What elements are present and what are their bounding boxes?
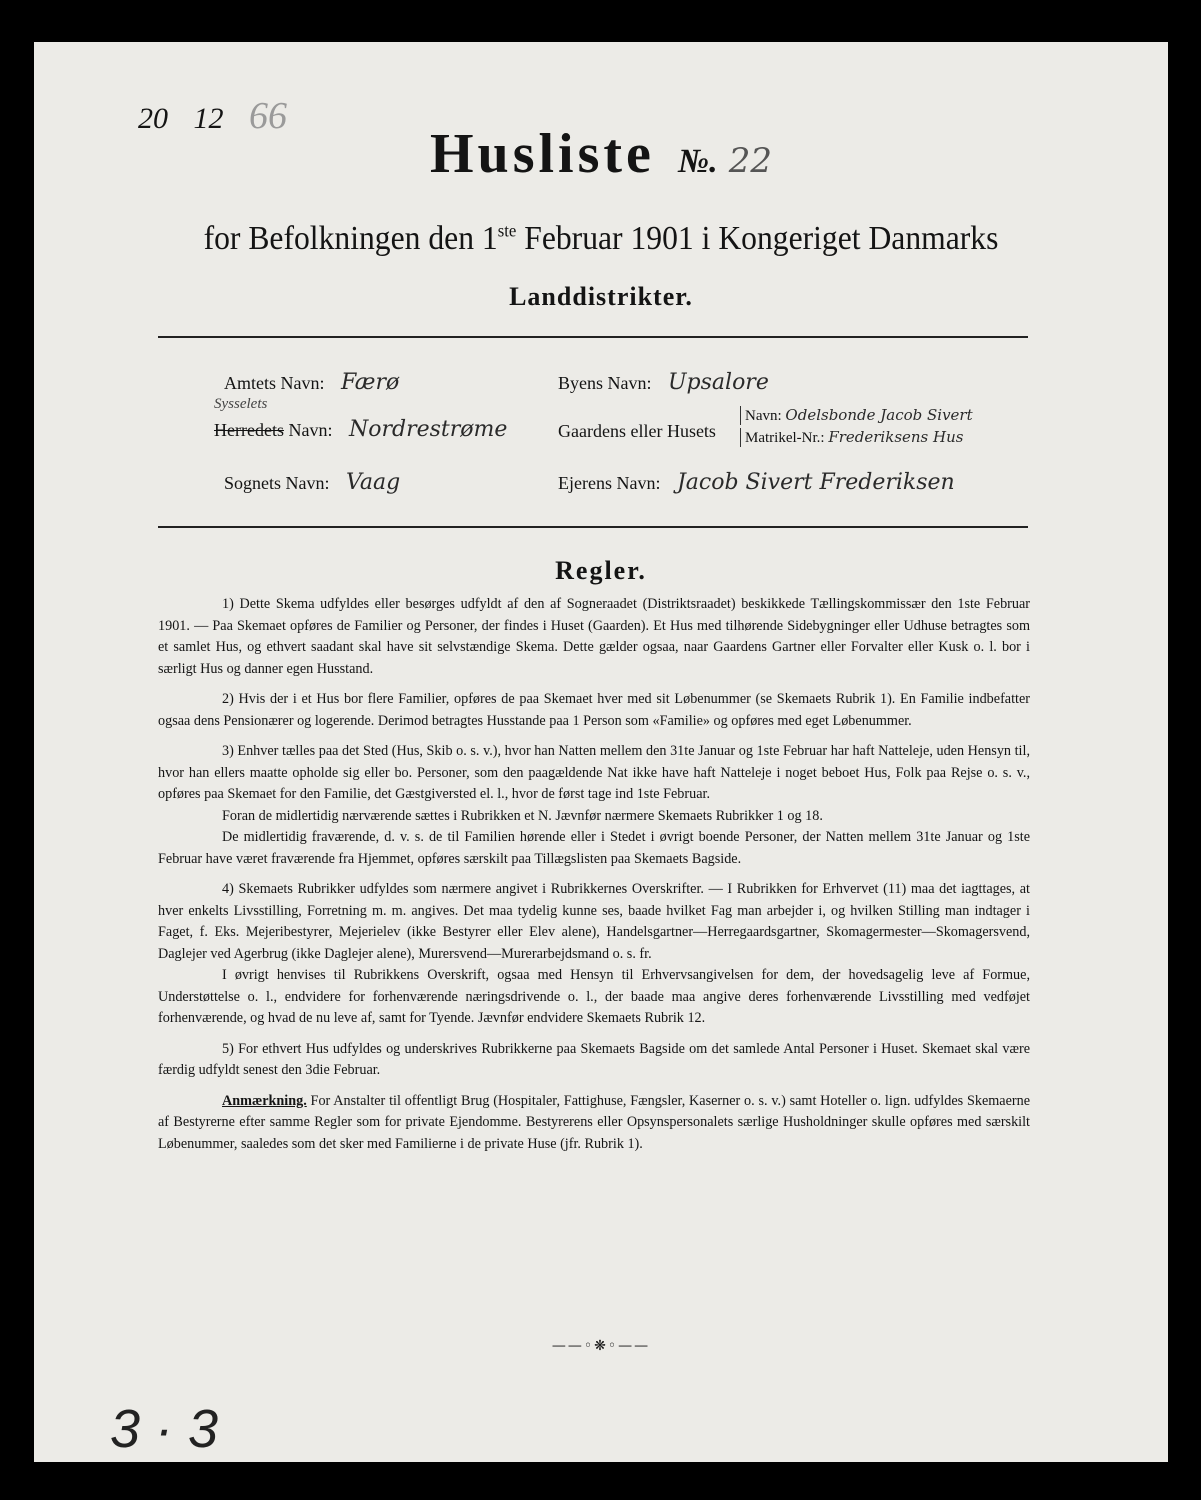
rule-paragraph-3c: De midlertidig fraværende, d. v. s. de til Familien hørende eller i Stedet i øvrigt boende Personer, der Natten mellem 31te Januar og 1ste Februar have været fraværende fra Hjemmet, opføres særskilt paa Tillægslisten paa Skemaets Bagside. <box>158 829 1030 867</box>
number-label: №. <box>678 143 718 180</box>
ejer-value: Jacob Sivert Frederiksen <box>676 470 955 495</box>
handwritten-number: 3 · 3 <box>110 1399 219 1459</box>
subtitle-sup: ste <box>497 220 517 241</box>
remark-text: For Anstalter til offentligt Brug (Hospitaler, Fattighuse, Fængsler, Kaserner o. s. v.) samt Hoteller o. lign. udfyldes Skemaerne af Bestyrerne efter samme Regler som for private Ejendomme. Bestyrerens eller Opsynspersonalets særlige Husholdninger skulle opføres med særskilt Løbenummer, saaledes som det sker med Familierne i de private Huse (jfr. Rubrik 1). <box>158 1092 1030 1152</box>
amt-value: Færø <box>341 370 400 395</box>
ejer-field <box>558 470 955 495</box>
title-row <box>34 122 1168 186</box>
gaard-label: Gaardens eller Husets <box>558 421 716 441</box>
rule-paragraph-5: 5) For ethvert Hus udfyldes og underskrives Rubrikkerne paa Skemaets Bagside om det samlede Antal Personer i Huset. Skemaet skal være færdig udfyldt senest den 3die Februar. <box>158 1040 1030 1078</box>
remark-paragraph <box>158 1091 1030 1156</box>
ejer-label: Ejerens Navn: <box>558 473 661 493</box>
remark-label: Anmærkning. <box>222 1092 307 1109</box>
rule-paragraph-1: 1) Dette Skema udfyldes eller besørges udfyldt af den af Sogneraadet (Distriktsraadet) beskikkede Tællingskommissær den 1ste Februar 1901. — Paa Skemaet opføres de Familier og Personer, der findes i Huset (Gaarden). Et Hus med tilhørende Sidebygninger eller Udhuse betragtes som et samlet Hus, og ethvert saadant skal have sit selvstændige Skema. Dette gælder ogsaa, naar Gaardens Gartner eller Forvalter eller Kusk o. l. bor i særligt Hus og danner egen Husstand. <box>158 596 1030 677</box>
herred-label: Navn: <box>283 420 333 440</box>
matrikel-label: Matrikel-Nr.: <box>745 430 825 446</box>
navn-label: Navn: <box>745 408 782 424</box>
corner-number-1: 20 <box>138 102 168 135</box>
rule-paragraph-3b: Foran de midlertidig nærværende sættes i Rubrikken et N. Jævnfør nærmere Skemaets Rubrikker 1 og 18. <box>222 807 823 824</box>
herred-value: Nordrestrøme <box>348 417 508 442</box>
sogn-field <box>224 470 400 495</box>
rule-paragraph-3a: 3) Enhver tælles paa det Sted (Hus, Skib o. s. v.), hvor han Natten mellem den 31te Januar og 1ste Februar har haft Natteleje, uden Hensyn til, hvor han ellers maatte opholde sig eller bo. Personer, som den paagældende Nat ikke have haft Natteleje i noget beboet Hus, Folk paa Rejse o. s. v., opføres paa Skemaet for den Familie, det Gæstgiversted el. l., hvor de først tage ind 1ste Februar. <box>158 743 1030 802</box>
herred-label-struck: Herredets <box>214 420 284 440</box>
ornament-divider: ——◦❋◦—— <box>551 1338 651 1354</box>
bottom-rule <box>158 526 1028 528</box>
pencil-number: 66 <box>249 95 287 137</box>
page-title: Husliste <box>430 123 655 185</box>
top-rule <box>158 336 1028 338</box>
sogn-label: Sognets Navn: <box>224 473 330 493</box>
herred-field <box>214 417 507 442</box>
census-form-page <box>34 42 1168 1462</box>
house-number: 22 <box>728 141 772 181</box>
subtitle-part2: Februar 1901 i Kongeriget Danmarks <box>516 220 999 257</box>
by-value: Upsalore <box>668 370 769 395</box>
rules-heading: Regler. <box>555 556 647 585</box>
by-label: Byens Navn: <box>558 373 652 393</box>
amt-field <box>224 370 399 395</box>
rule-paragraph-4b: I øvrigt henvises til Rubrikkens Overskrift, ogsaa med Hensyn til Erhvervsangivelsen for dem, der hovedsagelig leve af Formue, Understøttelse o. l., endvidere for forhenværende næringsdrivende o. l., der baade maa angive deres forhenværende Livsstilling med vedføjet forhenværende, og hvad de nu leve af, samt for Tyende. Jævnfør endvidere Skemaets Rubrik 12. <box>158 967 1030 1026</box>
subtitle-districts: Landdistrikter. <box>509 282 693 311</box>
subtitle <box>74 220 1129 258</box>
subtitle-part1: for Befolkningen den 1 <box>203 220 498 257</box>
corner-number-2: 12 <box>193 102 224 135</box>
herred-correction: Sysselets <box>214 396 268 412</box>
amt-label: Amtets Navn: <box>224 373 325 393</box>
matrikel-value: Frederiksens Hus <box>828 428 964 446</box>
rule-paragraph-2: 2) Hvis der i et Hus bor flere Familier, opføres de paa Skemaet hver med sit Løbenummer (se Skemaets Rubrik 1). En Familie indbefatter ogsaa dens Pensionærer og logerende. Derimod betragtes Husstande paa 1 Person som «Familie» og opføres med eget Løbenummer. <box>158 691 1030 729</box>
sogn-value: Vaag <box>346 470 401 495</box>
by-field <box>558 370 769 395</box>
rules-body <box>158 594 1030 1164</box>
matrikel-field <box>740 428 963 447</box>
navn-field <box>740 406 973 425</box>
navn-value: Odelsbonde Jacob Sivert <box>785 406 973 424</box>
rule-paragraph-4a: 4) Skemaets Rubrikker udfyldes som nærmere angivet i Rubrikkernes Overskrifter. — I Rubrikken for Erhvervet (11) maa det iagttages, at hver enkelts Livsstilling, Forretning m. m. angives. Det maa tydelig kunne ses, baade hvilket Fag man arbejder i, og hvilken Stilling man indtager i Faget, f. Eks. Mejeribestyrer, Mejerielev (ikke Bestyrer eller Elev alene), Handelsgartner—Herregaardsgartner, Skomagermester—Skomagersvend, Daglejer ved Agerbrug (ikke Daglejer alene), Murersvend—Murerarbejdsmand o. s. fr. <box>158 881 1030 962</box>
